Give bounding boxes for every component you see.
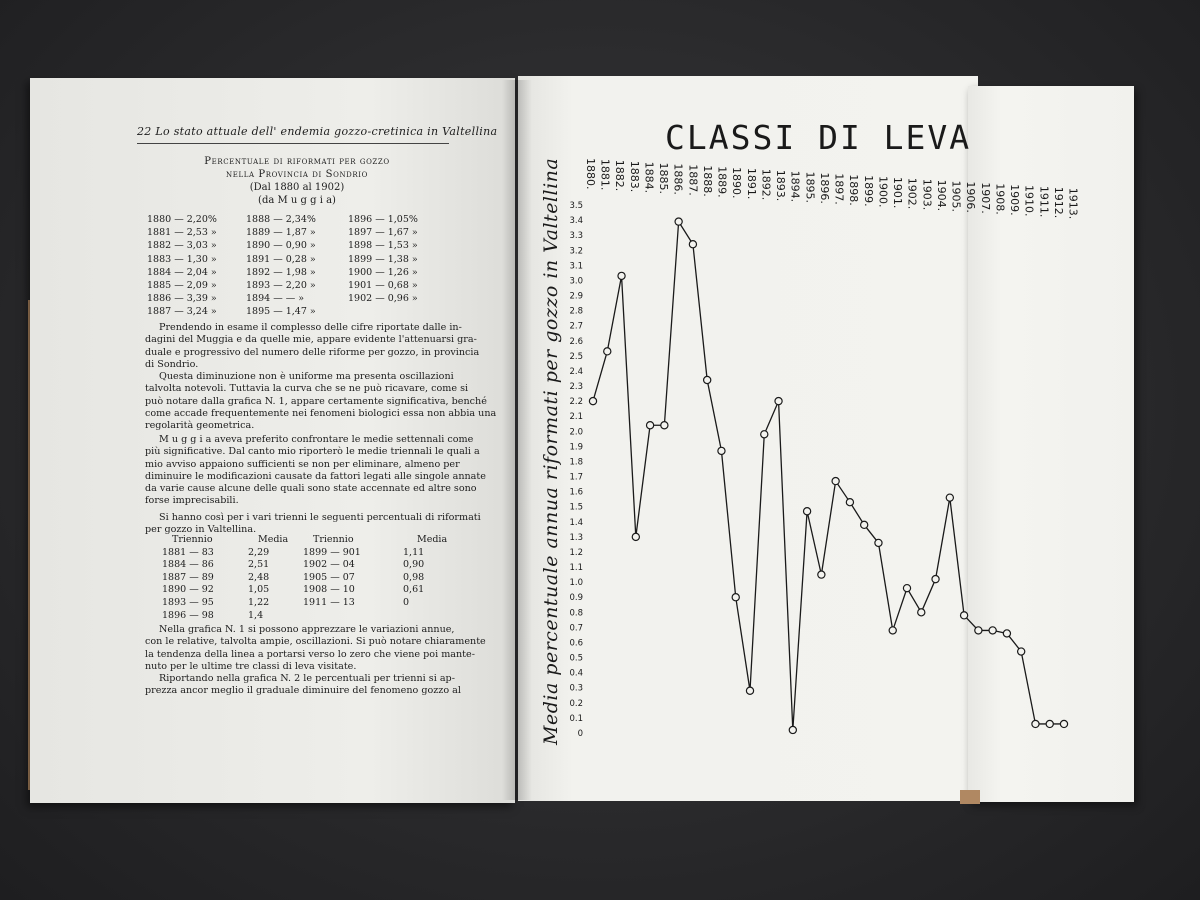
yearly-value: 1881 — 2,53 » (147, 227, 217, 239)
data-point (918, 609, 925, 616)
x-tick-label: 1904. (934, 179, 948, 212)
yearly-value: 1896 — 1,05% (348, 214, 418, 225)
yearly-value: 1892 — 1,98 » (246, 266, 316, 278)
yearly-value: 1889 — 1,87 » (246, 227, 316, 239)
x-tick-label: 1893. (774, 169, 788, 202)
data-point (746, 687, 753, 694)
x-tick-label: 1899. (861, 175, 875, 207)
text-line: forse imprecisabili. (145, 495, 239, 507)
yearly-value: 1891 — 0,28 » (246, 253, 316, 265)
y-tick-label: 2.7 (569, 321, 583, 332)
y-tick-label: 3.1 (569, 261, 583, 272)
x-tick-label: 1883. (627, 160, 641, 193)
y-tick-label: 2.0 (569, 427, 583, 438)
yearly-value: 1895 — 1,47 » (246, 306, 316, 318)
x-tick-label: 1885. (657, 162, 671, 194)
media-cell: 0,90 (403, 559, 425, 571)
triennio-header: Triennio (313, 534, 354, 545)
text-line: diminuire le modificazioni causate da fattori legati alle singole annate (145, 470, 486, 482)
x-tick-label: 1889. (715, 166, 729, 198)
y-tick-label: 0.7 (569, 623, 583, 634)
text-line: di Sondrio. (145, 358, 199, 370)
table-title-line-4: (da M u g g i a) (258, 195, 336, 206)
y-tick-label: 2.6 (569, 336, 583, 347)
text-line: per gozzo in Valtellina. (145, 524, 257, 536)
media-cell: 2,29 (248, 546, 270, 558)
series-line (593, 222, 1064, 730)
text-line: mio avviso appaiono sufficienti se non per eliminare, almeno per (145, 458, 460, 470)
x-tick-label: 1901. (891, 176, 905, 209)
data-point (960, 612, 967, 619)
x-tick-label: 1886. (671, 163, 685, 195)
data-point (775, 398, 782, 405)
x-tick-label: 1911. (1037, 185, 1051, 218)
yearly-value: 1890 — 0,90 » (246, 240, 316, 252)
x-tick-label: 1903. (920, 178, 934, 211)
y-tick-label: 3.4 (569, 216, 583, 227)
yearly-value: 1880 — 2,20% (147, 214, 217, 225)
x-tick-label: 1908. (993, 183, 1007, 215)
y-tick-label: 2.3 (569, 382, 583, 393)
data-point (803, 508, 810, 515)
y-tick-label: 2.2 (569, 397, 583, 408)
data-point (761, 431, 768, 438)
text-line: M u g g i a aveva preferito confrontare le medie settennali come (159, 434, 474, 445)
text-line: nuto per le ultime tre classi di leva visitate. (145, 660, 357, 672)
table-title-line-1: Percentuale di riformati per gozzo (204, 156, 390, 167)
x-tick-label: 1880. (584, 158, 597, 190)
x-tick-label: 1905. (949, 180, 963, 212)
triennio-cell: 1890 — 92 (162, 584, 214, 596)
triennio-cell: 1899 — 901 (303, 546, 361, 558)
y-tick-label: 2.9 (569, 291, 583, 302)
triennio-header: Triennio (172, 534, 213, 545)
x-tick-label: 1912. (1051, 186, 1065, 219)
text-line: può notare dalla grafica N. 1, appare certamente significativa, benché (145, 395, 487, 407)
data-point (646, 422, 653, 429)
x-tick-label: 1892. (759, 168, 773, 201)
y-tick-label: 1.4 (569, 517, 583, 528)
data-point (604, 348, 611, 355)
data-point (875, 539, 882, 546)
y-tick-label: 1.1 (569, 563, 583, 574)
yearly-value: 1901 — 0,68 » (348, 280, 418, 292)
y-tick-label: 3.2 (569, 246, 583, 257)
data-point (704, 376, 711, 383)
media-cell: 0,98 (403, 571, 425, 583)
yearly-value: 1902 — 0,96 » (348, 293, 418, 305)
triennio-cell: 1893 — 95 (162, 596, 214, 608)
triennio-cell: 1881 — 83 (162, 546, 214, 558)
y-tick-label: 0.1 (569, 713, 583, 724)
y-tick-label: 0.3 (569, 683, 583, 694)
text-line: duale e progressivo del numero delle riforme per gozzo, in provincia (145, 346, 480, 358)
data-point (618, 272, 625, 279)
running-header: 22 Lo stato attuale dell' endemia gozzo-cretinica in Valtellina (137, 125, 498, 138)
y-tick-label: 3.5 (569, 201, 583, 211)
text-line: prezza ancor meglio il graduale diminuire del fenomeno gozzo al (145, 685, 461, 697)
x-tick-label: 1882. (613, 159, 627, 192)
x-tick-label: 1881. (598, 158, 612, 191)
y-tick-label: 2.1 (569, 412, 583, 423)
x-tick-label: 1887. (686, 164, 700, 196)
text-line: talvolta notevoli. Tuttavia la curva che se ne può ricavare, come si (145, 383, 469, 395)
text-line: Prendendo in esame il complesso delle cifre riportate dalle in- (159, 322, 462, 333)
text-line: come accade frequentemente nei fenomeni biologici essa non abbia una (145, 407, 497, 419)
yearly-value: 1882 — 3,03 » (147, 240, 217, 252)
y-tick-label: 2.5 (569, 351, 583, 362)
y-tick-label: 1.5 (569, 502, 583, 513)
data-point (1018, 648, 1025, 655)
data-point (832, 477, 839, 484)
data-point (889, 627, 896, 634)
x-tick-label: 1898. (847, 174, 861, 206)
y-tick-label: 2.8 (569, 306, 583, 317)
yearly-value: 1886 — 3,39 » (147, 293, 217, 305)
triennio-cell: 1896 — 98 (162, 609, 214, 621)
y-tick-label: 0 (577, 729, 583, 739)
text-line: Questa diminuzione non è uniforme ma presenta oscillazioni (159, 371, 454, 382)
text-line: con le relative, talvolta ampie, oscillazioni. Si può notare chiaramente (145, 636, 486, 648)
triennio-cell: 1884 — 86 (162, 559, 214, 571)
x-tick-label: 1891. (744, 167, 758, 200)
data-point (861, 521, 868, 528)
media-cell: 1,4 (248, 609, 264, 621)
y-tick-label: 0.9 (569, 593, 583, 604)
data-point (632, 533, 639, 540)
data-point (689, 241, 696, 248)
x-tick-label: 1913. (1066, 187, 1080, 220)
y-tick-label: 1.8 (569, 457, 583, 468)
media-cell: 0 (403, 596, 410, 608)
y-tick-label: 0.2 (569, 698, 583, 709)
y-tick-label: 0.5 (569, 653, 583, 664)
media-cell: 2,51 (248, 559, 270, 571)
yearly-value: 1893 — 2,20 » (246, 280, 316, 292)
yearly-value: 1883 — 1,30 » (147, 253, 217, 265)
x-tick-label: 1902. (905, 177, 919, 210)
yearly-value: 1897 — 1,67 » (348, 227, 418, 239)
data-point (1060, 720, 1067, 727)
data-point (1003, 630, 1010, 637)
media-cell: 1,11 (403, 546, 425, 558)
data-point (732, 594, 739, 601)
table-title-line-3: (Dal 1880 al 1902) (249, 182, 345, 193)
y-axis-title: Media percentuale annua riformati per gozzo in Valtellina (540, 157, 562, 745)
media-cell: 0,61 (403, 584, 425, 596)
triennio-cell: 1911 — 13 (303, 596, 355, 608)
media-cell: 1,22 (248, 596, 270, 608)
triennio-cell: 1908 — 10 (303, 584, 355, 596)
text-line: regolarità geometrica. (145, 420, 255, 432)
text-line: da varie cause alcune delle quali sono state accennate ed altre sono (145, 483, 477, 495)
data-point (946, 494, 953, 501)
triennio-cell: 1902 — 04 (303, 559, 355, 571)
y-tick-label: 0.6 (569, 638, 583, 649)
data-point (975, 627, 982, 634)
data-point (789, 726, 796, 733)
table-title-line-2: nella Provincia di Sondrio (226, 169, 368, 180)
y-tick-label: 1.0 (569, 578, 583, 589)
triennio-cell: 1905 — 07 (303, 571, 355, 583)
data-point (1032, 720, 1039, 727)
x-tick-label: 1896. (817, 172, 831, 204)
y-tick-label: 2.4 (569, 366, 583, 377)
y-tick-label: 3.3 (569, 231, 583, 242)
text-line: Si hanno così per i vari trienni le seguenti percentuali di riformati (159, 512, 481, 523)
data-point (846, 499, 853, 506)
y-tick-label: 1.7 (569, 472, 583, 483)
x-tick-label: 1906. (964, 181, 978, 213)
y-tick-label: 3.0 (569, 276, 583, 287)
text-line: Riportando nella grafica N. 2 le percentuali per trienni si ap- (159, 673, 455, 685)
triennio-cell: 1887 — 89 (162, 571, 214, 583)
x-tick-label: 1888. (700, 165, 714, 197)
text-line: la tendenza della linea a portarsi verso lo zero che viene poi mante- (145, 648, 475, 660)
x-tick-label: 1910. (1022, 185, 1036, 217)
y-tick-label: 1.3 (569, 532, 583, 543)
yearly-value: 1894 — — » (246, 293, 305, 305)
yearly-value: 1884 — 2,04 » (147, 266, 217, 278)
data-point (589, 398, 596, 405)
x-tick-label: 1890. (730, 167, 744, 199)
yearly-value: 1898 — 1,53 » (348, 240, 418, 252)
x-tick-label: 1894. (788, 170, 802, 203)
media-cell: 2,48 (248, 571, 270, 583)
media-header: Media (417, 534, 448, 545)
yearly-value: 1887 — 3,24 » (147, 306, 217, 318)
x-tick-label: 1900. (876, 176, 890, 208)
text-line: dagini del Muggia e da quelle mie, appare evidente l'attenuarsi gra- (145, 334, 477, 346)
data-point (932, 576, 939, 583)
yearly-value: 1900 — 1,26 » (348, 266, 418, 278)
yearly-value: 1899 — 1,38 » (348, 253, 418, 265)
chart-title: CLASSI DI LEVA (665, 118, 972, 157)
data-point (903, 585, 910, 592)
y-tick-label: 0.8 (569, 608, 583, 619)
yearly-value: 1888 — 2,34% (246, 214, 316, 225)
x-tick-label: 1897. (832, 173, 846, 205)
y-tick-label: 1.9 (569, 442, 583, 453)
x-tick-label: 1909. (1008, 184, 1022, 216)
data-point (661, 422, 668, 429)
data-point (818, 571, 825, 578)
text-line: più significative. Dal canto mio riporterò le medie triennali le quali a (145, 446, 480, 458)
data-point (675, 218, 682, 225)
media-cell: 1,05 (248, 584, 270, 596)
data-point (1046, 720, 1053, 727)
data-point (718, 447, 725, 454)
x-tick-label: 1895. (803, 171, 817, 203)
y-tick-label: 0.4 (569, 668, 583, 679)
x-tick-label: 1884. (642, 161, 656, 194)
y-tick-label: 1.6 (569, 487, 583, 498)
media-header: Media (258, 534, 289, 545)
data-point (989, 627, 996, 634)
yearly-value: 1885 — 2,09 » (147, 280, 217, 292)
x-tick-label: 1907. (978, 182, 992, 214)
y-tick-label: 1.2 (569, 547, 583, 558)
text-line: Nella grafica N. 1 si possono apprezzare le variazioni annue, (159, 624, 455, 635)
